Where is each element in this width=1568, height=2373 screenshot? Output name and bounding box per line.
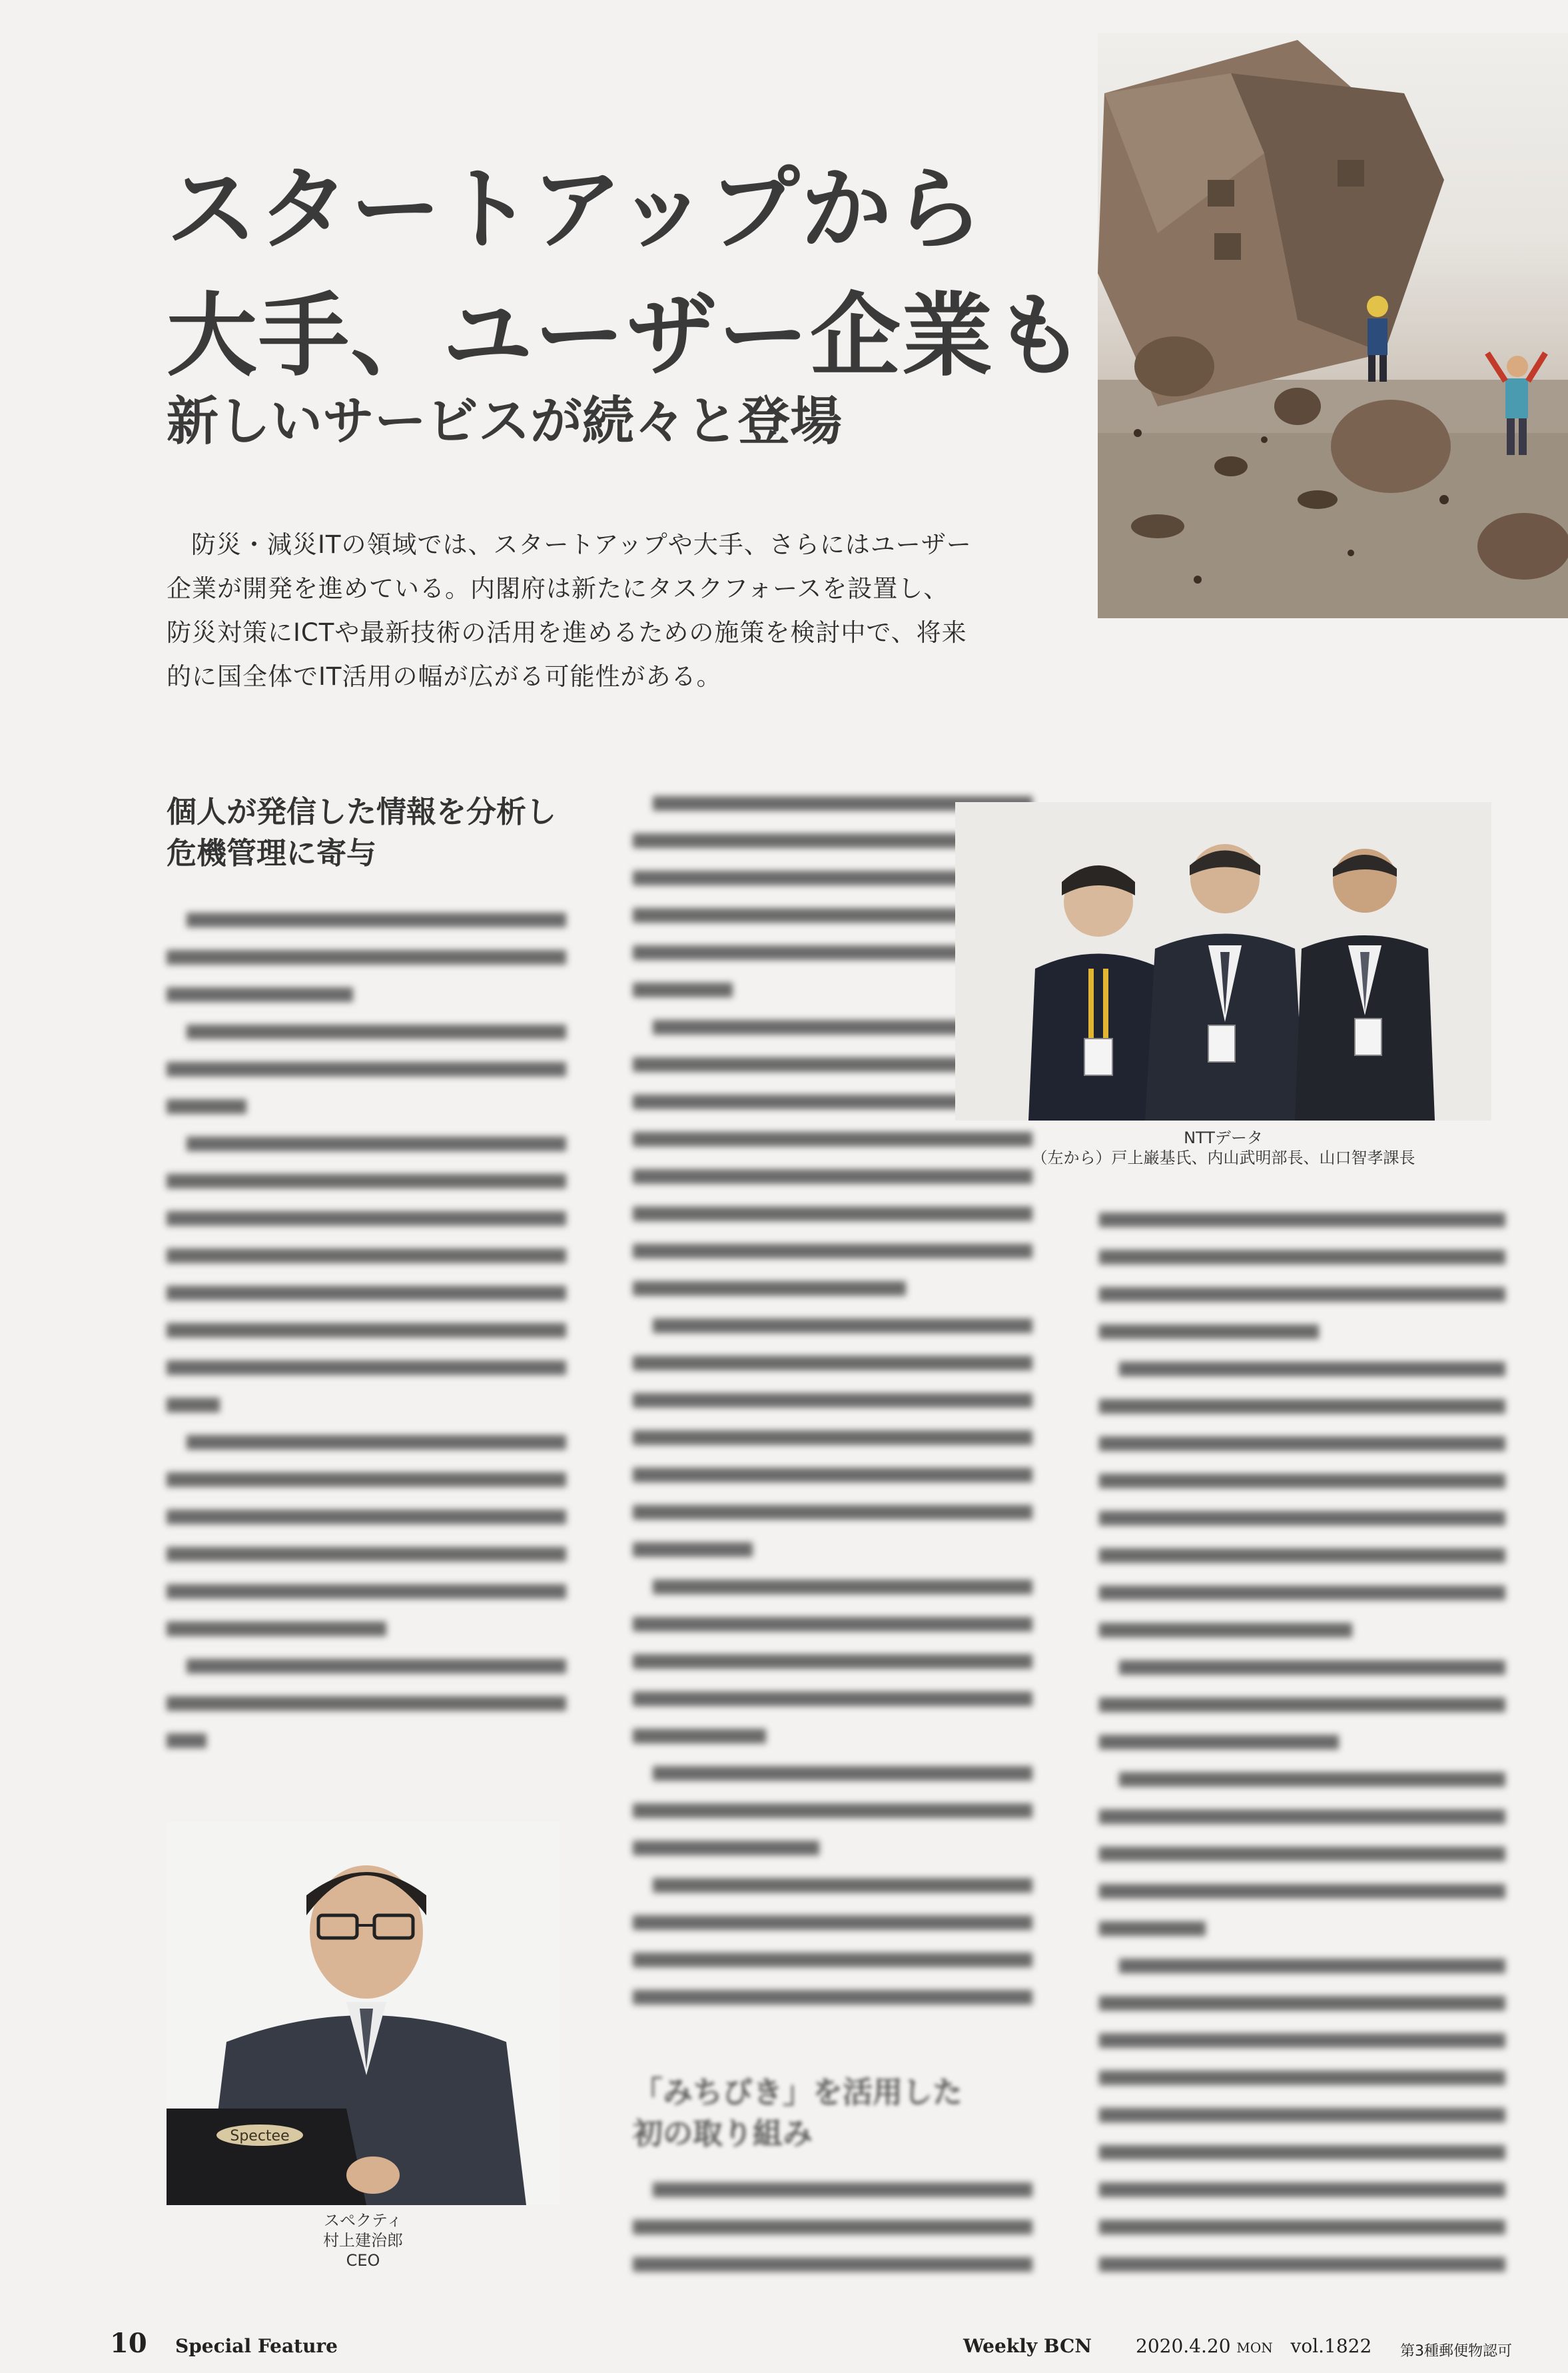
laptop-logo: Spectee [230, 2128, 290, 2144]
subtitle: 新しいサービスが続々と登場 [167, 392, 843, 452]
footer-postal-permit: 第3種郵便物認可 [1400, 2343, 1512, 2360]
footer-volume: vol.1822 [1290, 2335, 1372, 2357]
footer-magazine-name: Weekly BCN [963, 2335, 1092, 2357]
section-heading [167, 791, 593, 874]
headline-line-1: スタートアップから [167, 157, 985, 262]
section-heading-2 [633, 2072, 1059, 2154]
section-heading-line-2: 危機管理に寄与 [167, 835, 377, 871]
body-column-2-continued [633, 2158, 1032, 2305]
footer-section-name: Special Feature [175, 2335, 338, 2357]
ceo-caption-name: 村上建治郎 [323, 2231, 403, 2250]
team-caption-company: NTTデータ [1184, 1129, 1263, 1147]
blurred-text-lines [1099, 1206, 1505, 2298]
section-heading-line-1: 個人が発信した情報を分析し [167, 794, 557, 829]
blurred-text-lines [167, 906, 566, 1792]
body-column-1 [167, 906, 566, 1805]
headline-line-2: 大手、ユーザー企業も [167, 284, 1086, 389]
page-number: 10 [110, 2328, 147, 2359]
team-caption-names: （左から）戸上巌基氏、内山武明部長、山口智孝課長 [1031, 1149, 1415, 1167]
team-photo [955, 802, 1491, 1121]
section-heading-2-line-2: 初の取り組み [633, 2116, 813, 2151]
ceo-photo [167, 1822, 560, 2205]
ceo-caption-title: CEO [346, 2251, 380, 2270]
footer-issue-date [1136, 2335, 1372, 2362]
section-heading-2-line-1: 「みちびき」を活用した [633, 2075, 963, 2110]
ceo-photo-caption [167, 2210, 560, 2270]
footer-date: 2020.4.20 [1136, 2335, 1231, 2357]
ceo-caption-company: スペクティ [323, 2211, 403, 2230]
team-photo-caption [955, 1128, 1491, 1168]
hero-photo [1098, 33, 1568, 618]
footer-weekday: MON [1236, 2340, 1273, 2356]
headline [167, 147, 1099, 400]
lead-paragraph: 防災・減災ITの領域では、スタートアップや大手、さらにはユーザー企業が開発を進めている。内閣府は新たにタスクフォースを設置し、防災対策にICTや最新技術の活用を進めるための施策を検討中で、将来的に国全体でIT活用の幅が広がる可能性がある。 [167, 530, 972, 691]
blurred-text-lines [633, 2158, 1032, 2292]
body-column-3 [1099, 1206, 1505, 2312]
